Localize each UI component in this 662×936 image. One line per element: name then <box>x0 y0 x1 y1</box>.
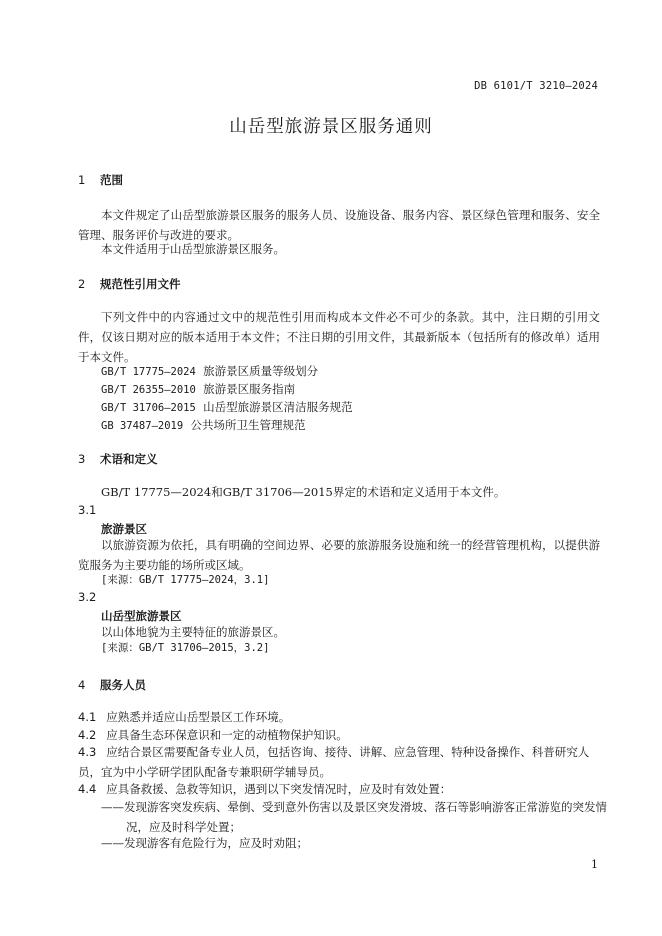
reference-name: 山岳型旅游景区清洁服务规范 <box>203 400 353 414</box>
reference-item <box>101 380 295 399</box>
document-number: DB 6101/T 3210—2024 <box>474 80 598 92</box>
term-source: [来源：GB/T 17775—2024，3.1] <box>101 574 270 586</box>
reference-item <box>101 398 353 417</box>
reference-code: GB/T 31706—2015 <box>101 402 196 414</box>
dash-list-item: ——发现游客有危险行为，应及时劝阻； <box>101 836 308 850</box>
page-number: 1 <box>591 858 598 871</box>
scope-paragraph-1: 本文件规定了山岳型旅游景区服务的服务人员、设施设备、服务内容、景区绿色管理和服务、安全管理、服务评价与改进的要求。 <box>78 208 600 242</box>
term-number: 3.1 <box>78 503 97 517</box>
reference-name: 旅游景区服务指南 <box>203 382 296 396</box>
section-number: 1 <box>78 173 86 187</box>
reference-code: GB 37487—2019 <box>101 420 184 432</box>
term-number: 3.2 <box>78 590 97 604</box>
section-number: 4 <box>78 678 86 692</box>
term-source: [来源：GB/T 31706—2015，3.2] <box>101 642 270 654</box>
term-name: 山岳型旅游景区 <box>101 609 182 623</box>
reference-code: GB/T 17775—2024 <box>101 366 196 378</box>
section-number: 2 <box>78 277 86 291</box>
clause-item: 4.1 应熟悉并适应山岳型景区工作环境。 <box>78 710 291 724</box>
section-title: 范围 <box>100 173 124 187</box>
section-heading-1 <box>78 172 123 188</box>
section-heading-3 <box>78 451 158 467</box>
normative-references-paragraph: 下列文件中的内容通过文中的规范性引用而构成本文件必不可少的条款。其中，注日期的引用文件，仅该日期对应的版本适用于本文件；不注日期的引用文件，其最新版本（包括所有的修改单）适用于本文件。 <box>78 310 600 364</box>
term-definition: 以旅游资源为依托，具有明确的空间边界、必要的旅游服务设施和统一的经营管理机构，以提供游览服务为主要功能的场所或区域。 <box>78 538 600 572</box>
term-definition: 以山体地貌为主要特征的旅游景区。 <box>101 625 285 639</box>
section-heading-2 <box>78 276 181 292</box>
reference-name: 旅游景区质量等级划分 <box>203 364 319 378</box>
reference-code: GB/T 26355—2010 <box>101 384 196 396</box>
terms-intro: GB/T 17775—2024和GB/T 31706—2015界定的术语和定义适用于本文件。 <box>101 485 506 499</box>
clause-item: 4.3 应结合景区需要配备专业人员，包括咨询、接待、讲解、应急管理、特种设备操作、科普研究人员，宜为中小学研学团队配备专兼职研学辅导员。 <box>78 745 590 779</box>
section-title: 服务人员 <box>100 678 147 692</box>
section-heading-4 <box>78 677 146 693</box>
clause-item: 4.4 应具备救援、急救等知识，遇到以下突发情况时，应及时有效处置： <box>78 782 452 796</box>
section-title: 术语和定义 <box>100 452 158 466</box>
section-number: 3 <box>78 452 86 466</box>
reference-name: 公共场所卫生管理规范 <box>190 418 306 432</box>
section-title: 规范性引用文件 <box>100 277 181 291</box>
clause-item: 4.2 应具备生态环保意识和一定的动植物保护知识。 <box>78 728 348 742</box>
reference-item <box>101 362 318 381</box>
reference-item <box>101 416 306 435</box>
page-title: 山岳型旅游景区服务通则 <box>229 117 433 137</box>
term-name: 旅游景区 <box>101 522 147 536</box>
scope-paragraph-2: 本文件适用于山岳型旅游景区服务。 <box>101 242 285 256</box>
dash-list-item: ——发现游客突发疾病、晕倒、受到意外伤害以及景区突发滑坡、落石等影响游客正常游览的突发情况，应及时科学处置； <box>101 800 607 834</box>
